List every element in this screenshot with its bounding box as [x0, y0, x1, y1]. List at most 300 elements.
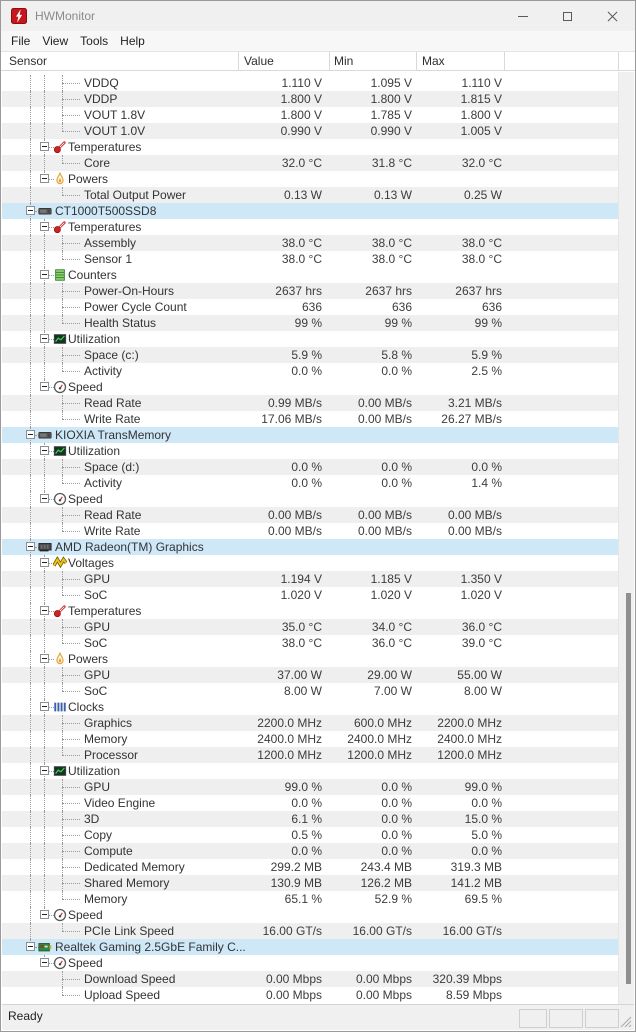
max-cell: 2637 hrs [455, 284, 502, 298]
device-row-amd-radeon-tm-graphics[interactable] [2, 539, 618, 555]
tree-line [44, 619, 45, 635]
max-cell: 55.00 W [457, 668, 502, 682]
sensor-label: SoC [84, 588, 108, 602]
tree-elbow [62, 931, 80, 932]
max-cell: 2.5 % [471, 364, 502, 378]
tree-line [44, 571, 45, 587]
leaf-row-soc[interactable] [2, 683, 618, 699]
tree-elbow [62, 163, 80, 164]
sensor-label: Compute [84, 844, 133, 858]
group-row-powers[interactable] [2, 651, 618, 667]
group-row-temperatures[interactable] [2, 603, 618, 619]
column-sensor[interactable]: Sensor [9, 54, 48, 68]
group-label: Powers [68, 652, 109, 666]
leaf-row-vout-1-8v[interactable] [2, 107, 618, 123]
maximize-icon [563, 12, 572, 21]
tree-elbow [62, 579, 80, 580]
collapse-toggle-icon[interactable] [26, 430, 35, 439]
tree-line [62, 683, 63, 691]
leaf-row-pcie-link-speed[interactable] [2, 923, 618, 939]
tree-line [44, 75, 45, 91]
tree-line [44, 315, 45, 331]
tree-elbow [62, 115, 80, 116]
close-button[interactable] [590, 1, 635, 31]
collapse-toggle-icon[interactable] [40, 382, 49, 391]
max-cell: 5.9 % [471, 348, 502, 362]
max-cell: 3.21 MB/s [447, 396, 502, 410]
max-cell: 319.3 MB [450, 860, 502, 874]
group-row-utilization[interactable] [2, 443, 618, 459]
group-row-temperatures[interactable] [2, 219, 618, 235]
value-cell: 38.0 °C [281, 252, 322, 266]
min-cell: 126.2 MB [360, 876, 412, 890]
minimize-icon [518, 16, 528, 17]
tree-line [44, 347, 45, 363]
tree-elbow [62, 691, 80, 692]
scrollbar-thumb[interactable] [626, 593, 631, 984]
tree-elbow [62, 99, 80, 100]
max-cell: 38.0 °C [461, 252, 502, 266]
ssd-icon [38, 428, 52, 442]
tree-elbow [62, 307, 80, 308]
value-cell: 2400.0 MHz [257, 732, 322, 746]
tree-line [44, 667, 45, 683]
max-cell: 32.0 °C [461, 156, 502, 170]
device-row-kioxia-transmemory[interactable] [2, 427, 618, 443]
menu-view[interactable]: View [42, 34, 69, 48]
tree-line [62, 123, 63, 131]
leaf-row-vddq[interactable] [2, 75, 618, 91]
speed-icon [53, 908, 67, 922]
leaf-row-read-rate[interactable] [2, 395, 618, 411]
sensor-label: Copy [84, 828, 113, 842]
leaf-row-soc[interactable] [2, 587, 618, 603]
maximize-button[interactable] [545, 1, 590, 31]
speed-icon [53, 956, 67, 970]
leaf-row-3d[interactable] [2, 811, 618, 827]
leaf-row-write-rate[interactable] [2, 523, 618, 539]
tree-elbow [62, 723, 80, 724]
max-cell: 39.0 °C [461, 636, 502, 650]
max-cell: 38.0 °C [461, 236, 502, 250]
minimize-button[interactable] [500, 1, 545, 31]
tree-line [30, 331, 31, 347]
min-cell: 1.095 V [370, 76, 412, 90]
max-cell: 0.0 % [471, 844, 502, 858]
column-value[interactable]: Value [244, 54, 274, 68]
leaf-row-total-output-power[interactable] [2, 187, 618, 203]
collapse-toggle-icon[interactable] [40, 270, 49, 279]
tree-elbow [62, 643, 80, 644]
device-label: AMD Radeon(TM) Graphics [55, 540, 204, 554]
max-cell: 99 % [474, 316, 502, 330]
value-cell: 16.00 GT/s [262, 924, 322, 938]
min-cell: 0.0 % [381, 844, 412, 858]
tree-line [44, 459, 45, 475]
tree-elbow [62, 755, 80, 756]
sensor-label: GPU [84, 572, 111, 586]
tree-line [30, 155, 31, 171]
group-label: Powers [68, 172, 109, 186]
value-cell: 0.0 % [291, 364, 322, 378]
tree-line [30, 123, 31, 139]
leaf-row-graphics[interactable] [2, 715, 618, 731]
sensor-label: Processor [84, 748, 139, 762]
max-cell: 26.27 MB/s [441, 412, 502, 426]
value-cell: 0.0 % [291, 796, 322, 810]
group-label: Temperatures [68, 140, 142, 154]
collapse-toggle-icon[interactable] [26, 942, 35, 951]
sensor-label: Dedicated Memory [84, 860, 185, 874]
tree-line [44, 107, 45, 123]
device-row-realtek-gaming-2-5gbe-family-c[interactable] [2, 939, 618, 955]
leaf-row-upload-speed[interactable] [2, 987, 618, 1003]
menu-help[interactable]: Help [120, 34, 145, 48]
tree-line [30, 731, 31, 747]
collapse-toggle-icon[interactable] [26, 542, 35, 551]
tree-line [30, 715, 31, 731]
tree-elbow [62, 243, 80, 244]
leaf-row-space-c[interactable] [2, 347, 618, 363]
group-row-speed[interactable] [2, 491, 618, 507]
sensor-label: VOUT 1.8V [84, 108, 146, 122]
tree-line [30, 827, 31, 843]
value-cell: 636 [301, 300, 322, 314]
collapse-toggle-icon[interactable] [40, 606, 49, 615]
tree-elbow [62, 195, 80, 196]
leaf-row-sensor-1[interactable] [2, 251, 618, 267]
value-cell: 35.0 °C [281, 620, 322, 634]
tree-line [44, 859, 45, 875]
tree-line [30, 475, 31, 491]
tree-line [30, 363, 31, 379]
max-cell: 1.350 V [460, 572, 502, 586]
tree-line [30, 395, 31, 411]
value-cell: 0.00 Mbps [265, 972, 322, 986]
max-cell: 99.0 % [464, 780, 502, 794]
leaf-row-gpu[interactable] [2, 667, 618, 683]
leaf-row-memory[interactable] [2, 891, 618, 907]
value-cell: 1.020 V [280, 588, 322, 602]
min-cell: 29.00 W [367, 668, 412, 682]
value-cell: 1.110 V [281, 76, 322, 90]
group-row-utilization[interactable] [2, 331, 618, 347]
tree-line [30, 875, 31, 891]
tree-line [30, 859, 31, 875]
speed-icon [53, 380, 67, 394]
tree-elbow [62, 819, 80, 820]
value-cell: 1200.0 MHz [257, 748, 322, 762]
tree-line [30, 651, 31, 667]
collapse-toggle-icon[interactable] [40, 494, 49, 503]
value-cell: 99.0 % [284, 780, 322, 794]
sensor-label: Space (c:) [84, 348, 139, 362]
group-label: Speed [68, 492, 103, 506]
group-row-temperatures[interactable] [2, 139, 618, 155]
tree-line [62, 987, 63, 995]
column-divider[interactable] [416, 52, 417, 70]
max-cell: 1.800 V [460, 108, 502, 122]
status-pane [519, 1009, 547, 1028]
tree-line [30, 555, 31, 571]
menu-tools[interactable]: Tools [80, 34, 109, 48]
tree-line [30, 587, 31, 603]
tree-line [44, 731, 45, 747]
leaf-row-memory[interactable] [2, 731, 618, 747]
menu-file[interactable]: File [11, 34, 31, 48]
value-cell: 65.1 % [284, 892, 322, 906]
value-cell: 0.13 W [283, 188, 322, 202]
leaf-row-gpu[interactable] [2, 779, 618, 795]
tree-line [30, 571, 31, 587]
sensor-label: Memory [84, 732, 128, 746]
group-row-clocks[interactable] [2, 699, 618, 715]
min-cell: 0.0 % [381, 812, 412, 826]
tree-line [44, 635, 45, 651]
status-pane [549, 1009, 583, 1028]
column-divider[interactable] [504, 52, 505, 70]
min-cell: 36.0 °C [371, 636, 412, 650]
tree-line [30, 683, 31, 699]
value-cell: 299.2 MB [270, 860, 322, 874]
leaf-row-core[interactable] [2, 155, 618, 171]
tree-elbow [62, 83, 80, 84]
group-row-speed[interactable] [2, 955, 618, 971]
sensor-label: Shared Memory [84, 876, 170, 890]
tree-line [44, 587, 45, 603]
tree-line [30, 491, 31, 507]
tree-line [30, 811, 31, 827]
tree-elbow [62, 995, 80, 996]
gpu-icon [38, 540, 52, 554]
collapse-toggle-icon[interactable] [40, 334, 49, 343]
sensor-label: Video Engine [84, 796, 156, 810]
tree-elbow [62, 403, 80, 404]
leaf-row-shared-memory[interactable] [2, 875, 618, 891]
leaf-row-soc[interactable] [2, 635, 618, 651]
leaf-row-write-rate[interactable] [2, 411, 618, 427]
value-cell: 0.990 V [280, 124, 322, 138]
tree-line [62, 891, 63, 899]
status-bar [2, 1004, 634, 1030]
leaf-row-video-engine[interactable] [2, 795, 618, 811]
tree-line [30, 75, 31, 91]
max-cell: 320.39 Mbps [432, 972, 502, 986]
sensor-label: Assembly [84, 236, 137, 250]
tree-line [44, 235, 45, 251]
group-row-speed[interactable] [2, 907, 618, 923]
tree-elbow [62, 787, 80, 788]
min-cell: 0.0 % [381, 476, 412, 490]
column-divider[interactable] [618, 52, 619, 70]
collapse-toggle-icon[interactable] [40, 446, 49, 455]
max-cell: 2200.0 MHz [437, 716, 502, 730]
tree-line [44, 91, 45, 107]
sensor-label: Read Rate [84, 396, 142, 410]
tree-line [62, 747, 63, 755]
group-row-counters[interactable] [2, 267, 618, 283]
min-cell: 2400.0 MHz [347, 732, 412, 746]
column-divider[interactable] [238, 52, 239, 70]
value-cell: 2637 hrs [275, 284, 322, 298]
column-max[interactable]: Max [422, 54, 445, 68]
max-cell: 36.0 °C [461, 620, 502, 634]
leaf-row-read-rate[interactable] [2, 507, 618, 523]
flame-icon [53, 652, 67, 666]
leaf-row-dedicated-memory[interactable] [2, 859, 618, 875]
leaf-row-compute[interactable] [2, 843, 618, 859]
group-row-utilization[interactable] [2, 763, 618, 779]
sensor-label: Upload Speed [84, 988, 161, 1002]
leaf-row-activity[interactable] [2, 475, 618, 491]
collapse-toggle-icon[interactable] [40, 558, 49, 567]
value-cell: 37.00 W [277, 668, 322, 682]
leaf-row-processor[interactable] [2, 747, 618, 763]
device-row-ct1000t500ssd8[interactable] [2, 203, 618, 219]
leaf-row-download-speed[interactable] [2, 971, 618, 987]
window-controls [500, 1, 635, 31]
min-cell: 1.020 V [370, 588, 412, 602]
tree-line [30, 795, 31, 811]
leaf-row-power-on-hours[interactable] [2, 283, 618, 299]
tree-line [30, 603, 31, 619]
min-cell: 7.00 W [373, 684, 412, 698]
tree-line [62, 523, 63, 531]
value-cell: 0.00 Mbps [265, 988, 322, 1002]
group-label: Utilization [68, 332, 121, 346]
tree-line [30, 699, 31, 715]
tree-line [30, 139, 31, 155]
value-cell: 17.06 MB/s [261, 412, 322, 426]
device-label: KIOXIA TransMemory [55, 428, 172, 442]
tree-line [44, 811, 45, 827]
ssd-icon [38, 204, 52, 218]
leaf-row-activity[interactable] [2, 363, 618, 379]
min-cell: 34.0 °C [371, 620, 412, 634]
leaf-row-space-d[interactable] [2, 459, 618, 475]
group-row-speed[interactable] [2, 379, 618, 395]
tree-elbow [62, 867, 80, 868]
min-cell: 38.0 °C [371, 252, 412, 266]
group-label: Temperatures [68, 220, 142, 234]
status-text: Ready [8, 1009, 43, 1023]
sensor-label: VOUT 1.0V [84, 124, 146, 138]
min-cell: 0.990 V [370, 124, 412, 138]
tree-line [62, 411, 63, 419]
group-row-voltages[interactable] [2, 555, 618, 571]
sensor-label: Write Rate [84, 524, 141, 538]
resize-grip[interactable] [619, 1015, 632, 1028]
max-cell: 1.005 V [460, 124, 502, 138]
group-row-powers[interactable] [2, 171, 618, 187]
tree-line [44, 747, 45, 763]
collapse-toggle-icon[interactable] [40, 654, 49, 663]
utilization-icon [53, 332, 67, 346]
leaf-row-health-status[interactable] [2, 315, 618, 331]
max-cell: 1.4 % [471, 476, 502, 490]
max-cell: 8.59 Mbps [445, 988, 502, 1002]
value-cell: 0.5 % [291, 828, 322, 842]
group-label: Temperatures [68, 604, 142, 618]
leaf-row-assembly[interactable] [2, 235, 618, 251]
device-label: CT1000T500SSD8 [55, 204, 157, 218]
sensor-label: VDDQ [84, 76, 119, 90]
counters-icon [53, 268, 67, 282]
collapse-toggle-icon[interactable] [40, 142, 49, 151]
sensor-label: GPU [84, 780, 111, 794]
collapse-toggle-icon[interactable] [26, 206, 35, 215]
min-cell: 636 [391, 300, 412, 314]
value-cell: 0.0 % [291, 460, 322, 474]
group-label: Clocks [68, 700, 105, 714]
group-label: Voltages [68, 556, 115, 570]
leaf-row-gpu[interactable] [2, 619, 618, 635]
tree-elbow [62, 259, 80, 260]
leaf-row-vddp[interactable] [2, 91, 618, 107]
min-cell: 1.785 V [370, 108, 412, 122]
utilization-icon [53, 444, 67, 458]
collapse-toggle-icon[interactable] [40, 910, 49, 919]
voltage-icon [53, 556, 67, 570]
sensor-label: Download Speed [84, 972, 176, 986]
tree-elbow [62, 467, 80, 468]
vertical-scrollbar[interactable] [618, 72, 634, 1006]
tree-line [30, 843, 31, 859]
tree-line [30, 315, 31, 331]
group-label: Utilization [68, 444, 121, 458]
collapse-toggle-icon[interactable] [40, 222, 49, 231]
column-divider[interactable] [329, 52, 330, 70]
tree-line [62, 923, 63, 931]
min-cell: 243.4 MB [360, 860, 412, 874]
tree-line [62, 363, 63, 371]
tree-line [44, 891, 45, 907]
sensor-label: GPU [84, 620, 111, 634]
value-cell: 1.800 V [280, 108, 322, 122]
collapse-toggle-icon[interactable] [40, 766, 49, 775]
column-min[interactable]: Min [334, 54, 354, 68]
tree-line [30, 507, 31, 523]
min-cell: 0.13 W [373, 188, 412, 202]
leaf-row-power-cycle-count[interactable] [2, 299, 618, 315]
tree-line [30, 667, 31, 683]
leaf-row-copy[interactable] [2, 827, 618, 843]
collapse-toggle-icon[interactable] [40, 174, 49, 183]
leaf-row-vout-1-0v[interactable] [2, 123, 618, 139]
sensor-label: Total Output Power [84, 188, 187, 202]
max-cell: 1.815 V [460, 92, 502, 106]
value-cell: 2200.0 MHz [257, 716, 322, 730]
collapse-toggle-icon[interactable] [40, 702, 49, 711]
speed-icon [53, 492, 67, 506]
tree-line [30, 219, 31, 235]
max-cell: 636 [481, 300, 502, 314]
min-cell: 16.00 GT/s [352, 924, 412, 938]
leaf-row-gpu[interactable] [2, 571, 618, 587]
value-cell: 38.0 °C [281, 636, 322, 650]
sensor-label: GPU [84, 668, 111, 682]
sensor-label: Activity [84, 476, 123, 490]
collapse-toggle-icon[interactable] [40, 958, 49, 967]
thermometer-icon [53, 140, 67, 154]
tree-line [30, 107, 31, 123]
utilization-icon [53, 764, 67, 778]
min-cell: 99 % [384, 316, 412, 330]
tree-elbow [62, 627, 80, 628]
min-cell: 0.00 MB/s [357, 412, 412, 426]
tree-line [62, 475, 63, 483]
tree-line [44, 795, 45, 811]
